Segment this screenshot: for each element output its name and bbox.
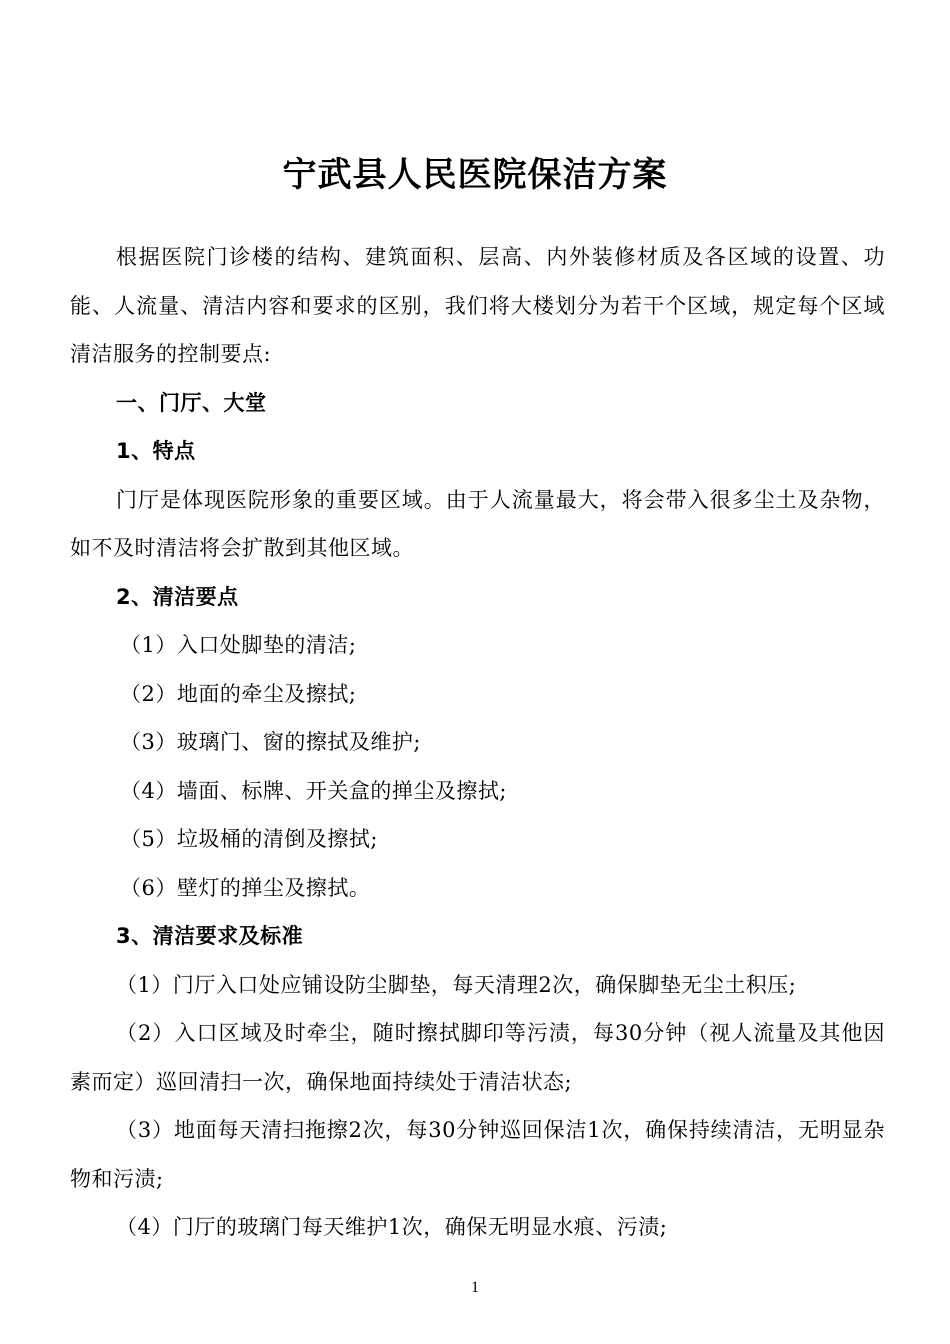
features-paragraph: 门厅是体现医院形象的重要区域。由于人流量最大，将会带入很多尘土及杂物，如不及时清洁将会扩散到其他区域。 [70, 487, 885, 560]
document-title: 宁武县人民医院保洁方案 [282, 155, 668, 195]
list-item: （5）垃圾桶的清倒及擦拭; [120, 827, 378, 851]
standard-item: （3）地面每天清扫拖擦2次，每30分钟巡回保洁1次，确保持续清洁，无明显杂物和污渍; [70, 1118, 885, 1191]
page-number: 1 [471, 1279, 479, 1296]
subsection-heading-key-points: 2、清洁要点 [116, 584, 239, 609]
list-item: （1）入口处脚垫的清洁; [120, 633, 357, 657]
list-item: （2）地面的牵尘及擦拭; [120, 681, 357, 706]
standard-item: （2）入口区域及时牵尘，随时擦拭脚印等污渍，每30分钟（视人流量及其他因素而定）巡回清扫一次，确保地面持续处于清洁状态; [70, 1021, 885, 1094]
standard-item: （4）门厅的玻璃门每天维护1次，确保无明显水痕、污渍; [116, 1215, 668, 1239]
document-body [70, 233, 885, 1252]
intro-paragraph: 根据医院门诊楼的结构、建筑面积、层高、内外装修材质及各区域的设置、功能、人流量、清洁内容和要求的区别，我们将大楼划分为若干个区域，规定每个区域清洁服务的控制要点: [70, 245, 885, 366]
list-item: （6）壁灯的掸尘及擦拭。 [120, 875, 371, 900]
standard-item: （1）门厅入口处应铺设防尘脚垫，每天清理2次，确保脚垫无尘土积压; [116, 972, 797, 997]
subsection-heading-standards: 3、清洁要求及标准 [116, 924, 304, 948]
list-item: （3）玻璃门、窗的擦拭及维护; [120, 730, 421, 754]
subsection-heading-features: 1、特点 [116, 439, 196, 463]
list-item: （4）墙面、标牌、开关盒的掸尘及擦拭; [120, 778, 507, 803]
section-heading: 一、门厅、大堂 [116, 390, 267, 415]
